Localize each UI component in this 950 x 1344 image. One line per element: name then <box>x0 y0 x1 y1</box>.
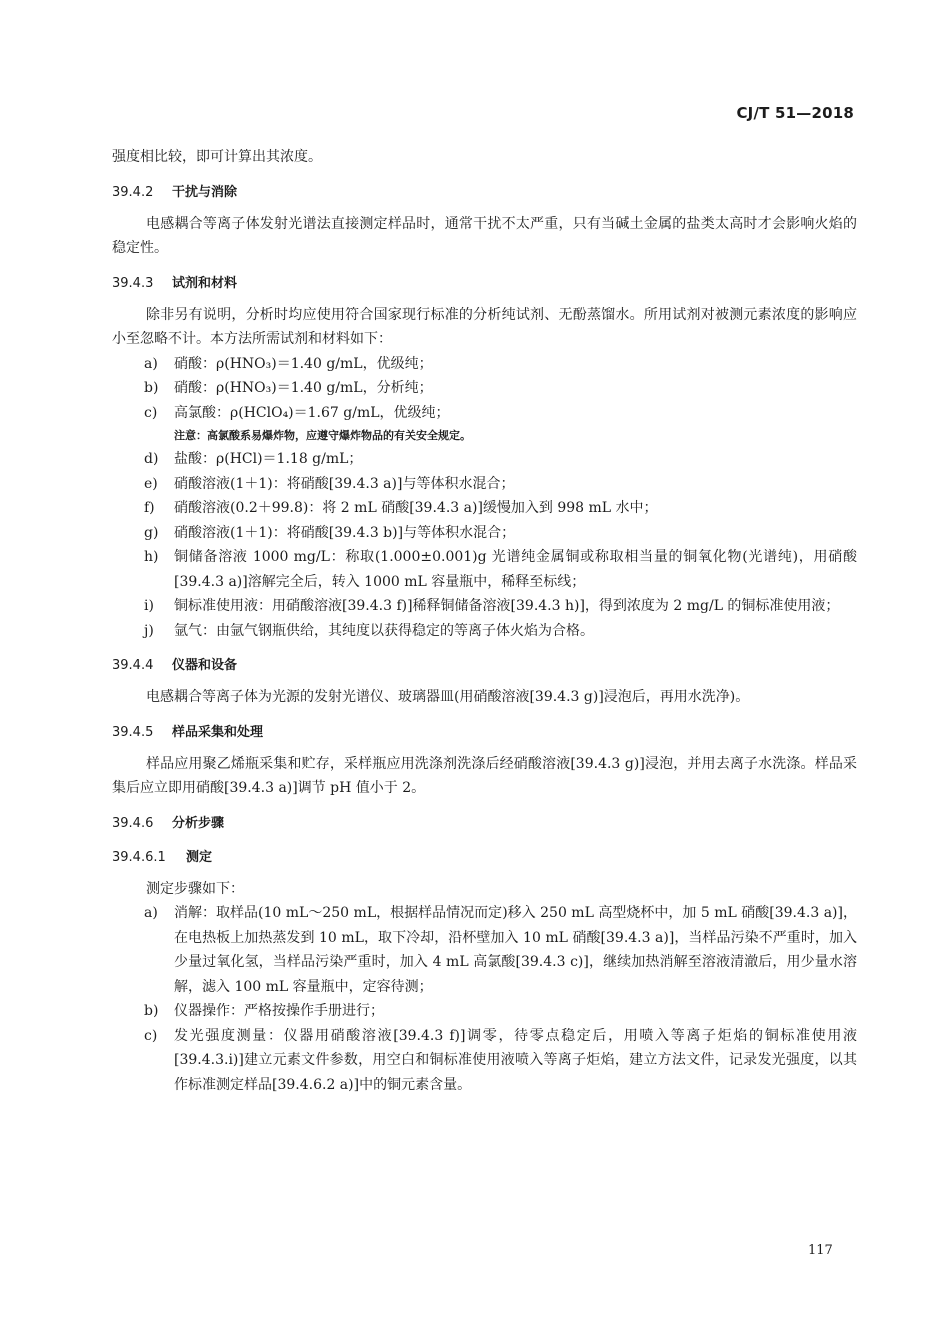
list-marker: h) <box>144 549 159 565</box>
list-item <box>144 545 857 594</box>
list-item <box>144 594 857 619</box>
list-item <box>144 901 857 999</box>
list-text: 发光强度测量：仪器用硝酸溶液[39.4.3 f)]调零，待零点稳定后，用喷入等离子炬焰的铜标准使用液[39.4.3.i)]建立元素文件参数，用空白和铜标准使用液喷入等离子炬焰，建立方法文件，记录发光强度，以其作标准测定样品[39.4.6.2 a)]中的铜元素含量。 <box>174 1027 857 1093</box>
list-marker: c) <box>144 404 158 421</box>
list-item <box>144 376 857 401</box>
list-marker: e) <box>144 475 158 492</box>
list-item <box>144 1024 857 1098</box>
list-text: 高氯酸：ρ(HClO₄)＝1.67 g/mL，优级纯； <box>174 404 450 421</box>
section-number: 39.4.5 <box>112 724 154 740</box>
list-text: 仪器操作：严格按操作手册进行； <box>174 1003 384 1019</box>
paragraph-steps-intro: 测定步骤如下： <box>146 880 244 897</box>
list-text: 硝酸：ρ(HNO₃)＝1.40 g/mL，优级纯； <box>174 355 433 372</box>
section-number: 39.4.2 <box>112 184 154 200</box>
list-marker: c) <box>144 1027 158 1044</box>
paragraph-interference: 电感耦合等离子体发射光谱法直接测定样品时，通常干扰不太严重，只有当碱土金属的盐类太高时才会影响火焰的稳定性。 <box>112 215 857 256</box>
section-heading-39-4-6 <box>112 813 857 835</box>
paragraph-reagents-intro: 除非另有说明，分析时均应使用符合国家现行标准的分析纯试剂、无酚蒸馏水。所用试剂对被测元素浓度的影响应小至忽略不计。本方法所需试剂和材料如下： <box>112 306 857 347</box>
safety-note: 注意：高氯酸系易爆炸物，应遵守爆炸物品的有关安全规定。 <box>174 429 471 442</box>
list-item <box>144 447 857 472</box>
list-item <box>144 496 857 521</box>
section-number: 39.4.6 <box>112 815 154 831</box>
lead-paragraph: 强度相比较，即可计算出其浓度。 <box>112 149 322 165</box>
list-marker: b) <box>144 380 159 396</box>
list-text: 氩气：由氩气钢瓶供给，其纯度以获得稳定的等离子体火焰为合格。 <box>174 622 594 639</box>
section-number: 39.4.4 <box>112 658 154 673</box>
list-marker: i) <box>144 598 154 614</box>
list-text: 硝酸溶液(0.2＋99.8)：将 2 mL 硝酸[39.4.3 a)]缓慢加入到 998 mL 水中； <box>174 500 658 516</box>
section-heading-39-4-4 <box>112 655 857 677</box>
list-text: 铜标准使用液：用硝酸溶液[39.4.3 f)]稀释铜储备溶液[39.4.3 h)]，得到浓度为 2 mg/L 的铜标准使用液； <box>174 598 840 614</box>
section-number: 39.4.6.1 <box>112 849 166 865</box>
paragraph-sampling: 样品应用聚乙烯瓶采集和贮存，采样瓶应用洗涤剂洗涤后经硝酸溶液[39.4.3 g)]浸泡，并用去离子水洗涤。样品采集后应立即用硝酸[39.4.3 a)]调节 pH 值小于 2。 <box>112 755 857 796</box>
list-text: 硝酸：ρ(HNO₃)＝1.40 g/mL，分析纯； <box>174 380 433 396</box>
section-title: 试剂和材料 <box>172 275 238 291</box>
section-heading-39-4-6-1 <box>112 847 857 869</box>
list-marker: a) <box>144 355 158 372</box>
list-text: 盐酸：ρ(HCl)＝1.18 g/mL； <box>174 451 363 467</box>
list-text: 铜储备溶液 1000 mg/L：称取(1.000±0.001)g 光谱纯金属铜或称取相当量的铜氧化物(光谱纯)，用硝酸[39.4.3 a)]溶解完全后，转入 1000 mL 容量瓶中，稀释至标线； <box>174 549 857 590</box>
list-text: 硝酸溶液(1＋1)：将硝酸[39.4.3 b)]与等体积水混合； <box>174 524 516 541</box>
section-title: 仪器和设备 <box>172 658 238 673</box>
list-item <box>144 472 857 497</box>
list-item <box>144 401 857 426</box>
standard-code: CJ/T 51—2018 <box>736 104 854 122</box>
section-title: 干扰与消除 <box>172 184 238 200</box>
list-marker: a) <box>144 905 158 921</box>
page-number: 117 <box>808 1243 833 1258</box>
list-text: 消解：取样品(10 mL～250 mL，根据样品情况而定)移入 250 mL 高型烧杯中，加 5 mL 硝酸[39.4.3 a)]，在电热板上加热蒸发到 10 mL，取下冷却，沿杯壁加入 10 mL 硝酸[39.4.3 a)]，当样品污染不严重时，加入少量过氧化氢，当样品污染严重时，加入 4 mL 高氯酸[39.4.3 c)]，继续加热消解至溶液清澈后，用少量水溶解，滤入 100 mL 容量瓶中，定容待测； <box>174 905 857 995</box>
list-item <box>144 521 857 546</box>
paragraph-instruments: 电感耦合等离子体为光源的发射光谱仪、玻璃器皿(用硝酸溶液[39.4.3 g)]浸泡后，再用水洗净)。 <box>146 689 750 705</box>
section-title: 测定 <box>186 849 213 865</box>
list-marker: g) <box>144 524 159 541</box>
section-title: 分析步骤 <box>172 815 225 831</box>
list-marker: d) <box>144 451 159 467</box>
list-item <box>144 619 857 644</box>
list-marker: j) <box>144 622 154 639</box>
list-marker: f) <box>144 500 155 516</box>
list-marker: b) <box>144 1003 159 1019</box>
section-number: 39.4.3 <box>112 275 154 291</box>
list-item <box>144 999 857 1024</box>
page-content <box>112 145 857 1097</box>
section-title: 样品采集和处理 <box>172 724 264 740</box>
section-heading-39-4-2 <box>112 182 857 204</box>
list-item <box>144 352 857 377</box>
section-heading-39-4-3 <box>112 273 857 295</box>
list-text: 硝酸溶液(1＋1)：将硝酸[39.4.3 a)]与等体积水混合； <box>174 475 515 492</box>
section-heading-39-4-5 <box>112 722 857 744</box>
